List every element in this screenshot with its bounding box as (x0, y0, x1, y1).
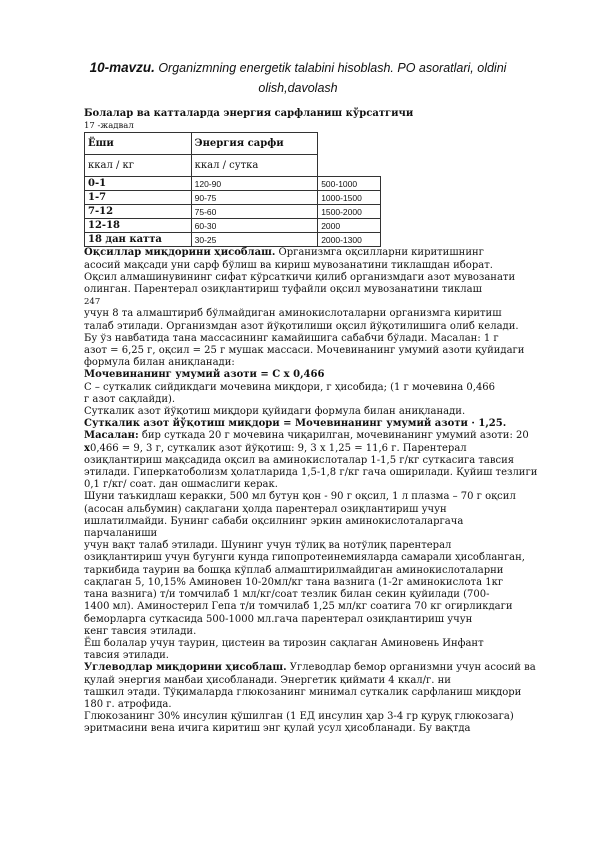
text-line (84, 504, 524, 516)
table-cell: 0-1 (85, 177, 192, 191)
table-cell: 18 дан катта (85, 233, 192, 247)
table-cell: 120-90 (191, 177, 318, 191)
plain-text: парчаланиши (84, 528, 158, 540)
table-row (85, 219, 381, 233)
text-line (84, 516, 524, 528)
text-line (84, 565, 524, 577)
table-empty-cell (318, 155, 381, 177)
text-line (84, 577, 524, 589)
table-cell: 1-7 (85, 191, 192, 205)
plain-text: Организмга оқсилларни киритишнинг (275, 247, 484, 259)
text-line (84, 614, 524, 626)
plain-text: (асосан альбумин) сақлагани ҳолда парентерал озиқлантириш учун (84, 503, 447, 515)
table-caption: Болалар ва катталарда энергия сарфланиш кўрсатгичи (84, 108, 414, 119)
text-line (84, 260, 524, 272)
text-line (84, 723, 524, 735)
table-cell: 1500-2000 (318, 205, 381, 219)
text-line (84, 418, 524, 430)
plain-text: 180 г. атрофида. (84, 698, 172, 710)
table-cell: 30-25 (191, 233, 318, 247)
text-line (84, 357, 524, 369)
table-row (85, 177, 381, 191)
plain-text: озиқлантириш учун бугунги кунда гипопротеинемияларда самарали ҳисобланган, (84, 552, 525, 564)
plain-text: г азот сақлайди). (84, 393, 176, 405)
text-line (84, 589, 524, 601)
plain-text: озиқлантириш мақсадида оқсил ва аминокислоталар 1-1,5 г/кг суткасига тавсия (84, 454, 515, 466)
plain-text: учун вақт талаб этилади. Шунинг учун тўлиқ ва нотўлиқ парентерал (84, 540, 452, 552)
table-header-row (85, 133, 381, 155)
plain-text: Глюкозанинг 30% инсулин қўшилган (1 ЕД инсулин ҳар 3-4 гр қуруқ глюкозага) (84, 711, 514, 723)
text-line (84, 284, 524, 296)
text-line (84, 675, 524, 687)
bold-text: Мочевинанинг умумий азоти = С х 0,466 (84, 369, 325, 381)
text-line (84, 601, 524, 613)
table-cell: 1000-1500 (318, 191, 381, 205)
table-cell: 75-60 (191, 205, 318, 219)
text-line (84, 247, 524, 259)
text-line (84, 406, 524, 418)
plain-text: формула билан аниқланади: (84, 357, 235, 369)
text-line (84, 528, 524, 540)
text-line (84, 626, 524, 638)
table-row (85, 233, 381, 247)
plain-text: учун 8 та алмаштириб бўлмайдиган аминокислоталарни организмга киритиш (84, 308, 502, 320)
text-line (84, 540, 524, 552)
table-cell: 2000-1300 (318, 233, 381, 247)
plain-text: тана вазнига) т/и томчилаб 1 мл/кг/соат тезлик билан секин қуйилади (700- (84, 589, 490, 601)
text-line (84, 491, 524, 503)
text-line (84, 443, 524, 455)
plain-text: талаб этилади. Организмдан азот йўқотилиши оқсил йўқотилишига олиб келади. (84, 320, 519, 332)
plain-text: Шуни таъкидлаш керакки, 500 мл бутун қон - 90 г оқсил, 1 л плазма – 70 г оқсил (84, 491, 516, 503)
text-line (84, 430, 529, 442)
text-line (84, 479, 524, 491)
table-number: 17 -жадвал (84, 121, 134, 132)
plain-text: сақлаган 5, 10,15% Аминовен 10-20мл/кг тана вазнига (1-2г аминокислота 1кг (84, 576, 504, 588)
text-line (84, 272, 524, 284)
text-line (84, 455, 524, 467)
bold-text: х (84, 442, 90, 454)
text-line (84, 638, 524, 650)
plain-text: Ёш болалар учун таурин, цистеин ва тирозин сақлаган Аминовень Инфант (84, 637, 484, 649)
plain-text: кенг тавсия этилади. (84, 625, 197, 637)
text-line (84, 552, 524, 564)
text-line (84, 467, 538, 479)
table-cell: 2000 (318, 219, 381, 233)
paragraphs (84, 247, 538, 735)
text-line (84, 699, 524, 711)
text-line (84, 296, 524, 308)
plain-text: олинган. Парентерал озиқлантириш туфайли оқсил мувозанатини тиклаш (84, 284, 482, 296)
text-line (84, 687, 524, 699)
text-line (84, 308, 524, 320)
plain-text: ишлатилмайди. Бунинг сабаби оқсилнинг эркин аминокислоталаргача (84, 515, 464, 527)
plain-text: Оқсил алмашинувининг сифат кўрсаткичи қилиб организмдаги азот мувозанати (84, 271, 516, 283)
text-line (84, 345, 524, 357)
table-cell: 90-75 (191, 191, 318, 205)
plain-text: С – суткалик сийдикдаги мочевина миқдори, г ҳисобида; (1 г мочевина 0,466 (84, 381, 496, 393)
table-row (85, 191, 381, 205)
plain-text: ташкил этади. Тўқималарда глюкозанинг минимал суткалик сарфланиш миқдори (84, 686, 522, 698)
plain-text: таркибида таурин ва бошқа кўплаб алмаштирилмайдиган аминокислоталарни (84, 564, 504, 576)
plain-text: қулай энергия манбаи ҳисобланади. Энергетик қиймати 4 ккал/г. ни (84, 674, 451, 686)
table-row (85, 205, 381, 219)
topic-text-line2: olish,davolash (258, 81, 338, 95)
plain-text: 1400 мл). Аминостерил Гепа т/и томчилаб 1,25 мл/кг соатига 70 кг огирликдаги (84, 601, 513, 613)
table-empty-cell (318, 133, 381, 155)
table-cell: 60-30 (191, 219, 318, 233)
table-header-cell: Ёши (85, 133, 192, 155)
text-line (84, 369, 524, 381)
text-line (84, 662, 536, 674)
plain-text: 0,466 = 9, 3 г, суткалик азот йўқотиш: 9, 3 х 1,25 = 11,6 г. Парентерал (89, 442, 467, 454)
table-cell: 12-18 (85, 219, 192, 233)
table-cell: 500-1000 (318, 177, 381, 191)
plain-text: Суткалик азот йўқотиш миқдори қуйидаги формула билан аниқланади. (84, 406, 466, 418)
page-title (60, 58, 536, 98)
table-cell: 7-12 (85, 205, 192, 219)
plain-text: этилади. Гиперкатоболизм ҳолатларида 1,5-1,8 г/кг гача оширилади. Қуйиш тезлиги (84, 467, 538, 479)
topic-number: 10-mavzu. (89, 60, 155, 75)
plain-text: Бу ўз навбатида тана массасининг камайишига сабабчи бўлади. Масалан: 1 г (84, 332, 499, 344)
table-header-cell: Энергия сарфи (191, 133, 318, 155)
text-line (84, 333, 524, 345)
text-line (84, 394, 524, 406)
bold-text: Масалан: (84, 430, 139, 442)
plain-text: эритмасини вена ичига киритиш энг қулай усул ҳисобланади. Бу вақтда (84, 723, 471, 735)
topic-text-line1: Organizmning energetik talabini hisoblash. PO asoratlari, oldini (158, 61, 507, 75)
text-line (84, 650, 524, 662)
table-units-row (85, 155, 381, 177)
text-line (84, 382, 524, 394)
text-line (84, 321, 524, 333)
bold-text: Оқсиллар миқдорини ҳисоблаш. (84, 247, 276, 259)
plain-text: асосий мақсади уни сарф бўлиш ва кириш мувозанатини тиклашдан иборат. (84, 259, 493, 271)
plain-text: 0,1 г/кг/ соат. дан ошмаслиги керак. (84, 479, 278, 491)
plain-text: 247 (84, 297, 101, 308)
table-units-cell: ккал / кг (85, 155, 192, 177)
bold-text: Углеводлар миқдорини ҳисоблаш. (84, 662, 287, 674)
document-body (84, 108, 538, 736)
text-line (84, 711, 524, 723)
plain-text: азот = 6,25 г, оқсил = 25 г мушак массаси. Мочевинанинг умумий азоти қуйидаги (84, 345, 525, 357)
energy-table (84, 132, 381, 247)
plain-text: Углеводлар бемор организмни учун асосий ва (286, 662, 536, 674)
plain-text: тавсия этилади. (84, 650, 169, 662)
table-units-cell: ккал / сутка (191, 155, 318, 177)
plain-text: бир суткада 20 г мочевина чиқарилган, мочевинанинг умумий азоти: 20 (138, 430, 529, 442)
bold-text: Суткалик азот йўқотиш миқдори = Мочевинанинг умумий азоти · 1,25. (84, 418, 507, 430)
plain-text: беморларга суткасида 500-1000 мл.гача парентерал озиқлантириш учун (84, 613, 473, 625)
